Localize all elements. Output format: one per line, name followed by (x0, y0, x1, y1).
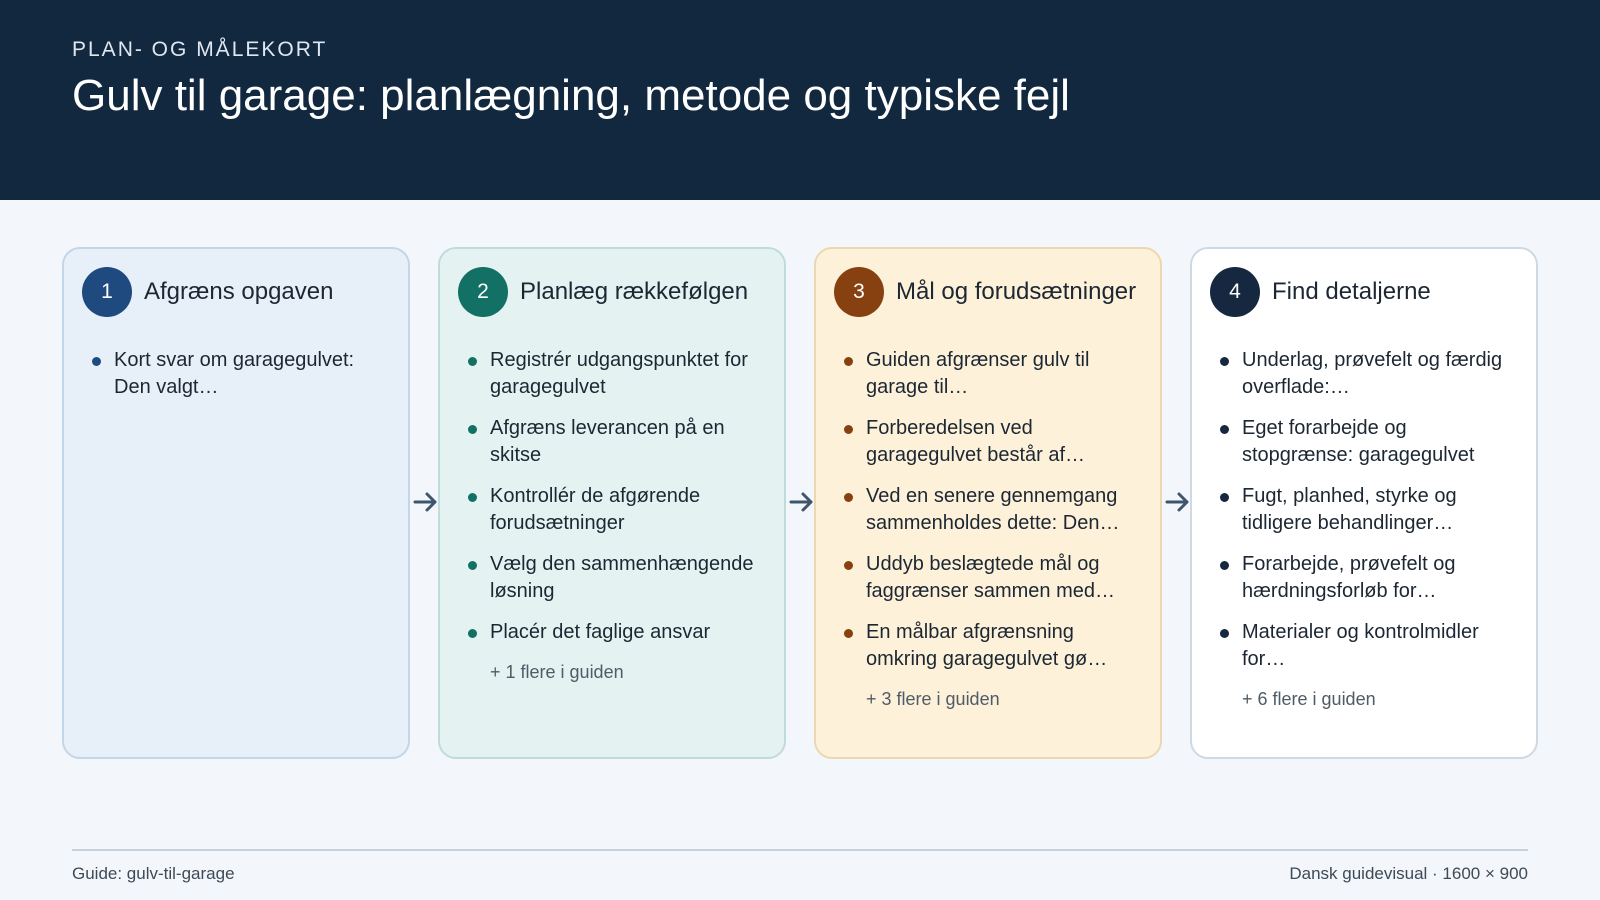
card-header (82, 267, 390, 317)
bullet-list (82, 347, 390, 401)
bullet-icon (1220, 493, 1229, 502)
list-item (82, 347, 390, 401)
list-item (1210, 551, 1518, 605)
bullet-icon (844, 425, 853, 434)
list-item (834, 483, 1142, 537)
bullet-icon (1220, 629, 1229, 638)
footer-guide-slug: Guide: gulv-til-garage (72, 864, 235, 883)
footer-divider (72, 849, 1528, 851)
footer-credit: Dansk guidevisual · 1600 × 900 (1289, 864, 1528, 883)
card-title: Mål og forudsætninger (896, 278, 1137, 305)
header-banner (0, 0, 1600, 200)
bullet-icon (92, 357, 101, 366)
card-title: Find detaljerne (1272, 278, 1431, 305)
page-title: Gulv til garage: planlægning, metode og typiske fejl (72, 71, 1070, 120)
list-item (834, 619, 1142, 673)
bullet-icon (844, 493, 853, 502)
more-in-guide-note: + 6 flere i guiden (1242, 689, 1376, 709)
list-item-text: Kontrollér de afgørende forudsætninger (490, 485, 701, 534)
list-item-text: En målbar afgrænsning omkring garagegulvet gø… (866, 621, 1108, 670)
list-item-text: Placér det faglige ansvar (490, 621, 711, 643)
bullet-icon (468, 493, 477, 502)
bullet-list (458, 347, 766, 646)
bullet-icon (468, 425, 477, 434)
arrow-right-icon (412, 490, 440, 514)
bullet-icon (844, 629, 853, 638)
card-title: Afgræns opgaven (144, 278, 334, 305)
step-card-3 (814, 247, 1162, 759)
list-item-text: Uddyb beslægtede mål og faggrænser sammen med… (866, 553, 1115, 602)
list-item-text: Vælg den sammenhængende løsning (490, 553, 754, 602)
list-item-text: Registrér udgangspunktet for garagegulvet (490, 349, 748, 398)
list-item (1210, 619, 1518, 673)
more-in-guide-note: + 3 flere i guiden (866, 689, 1000, 709)
list-item (458, 483, 766, 537)
list-item (834, 415, 1142, 469)
step-card-4 (1190, 247, 1538, 759)
step-number-badge: 3 (834, 267, 884, 317)
bullet-icon (468, 629, 477, 638)
card-header (834, 267, 1142, 317)
card-header (458, 267, 766, 317)
list-item (1210, 415, 1518, 469)
list-item-text: Materialer og kontrolmidler for… (1242, 621, 1479, 670)
bullet-icon (1220, 561, 1229, 570)
list-item (834, 347, 1142, 401)
list-item (1210, 483, 1518, 537)
bullet-icon (468, 561, 477, 570)
bullet-icon (1220, 425, 1229, 434)
list-item (458, 619, 766, 646)
list-item-text: Guiden afgrænser gulv til garage til… (866, 349, 1090, 398)
arrow-right-icon (1164, 490, 1192, 514)
list-item-text: Forberedelsen ved garagegulvet består af… (866, 417, 1086, 466)
card-header (1210, 267, 1518, 317)
list-item (458, 551, 766, 605)
step-number-badge: 2 (458, 267, 508, 317)
card-title: Planlæg rækkefølgen (520, 278, 749, 305)
list-item-text: Underlag, prøvefelt og færdig overflade:… (1242, 349, 1503, 398)
list-item-text: Ved en senere gennemgang sammenholdes dette: Den… (866, 485, 1120, 534)
step-number-badge: 4 (1210, 267, 1260, 317)
list-item (834, 551, 1142, 605)
bullet-list (834, 347, 1142, 673)
list-item-text: Afgræns leverancen på en skitse (490, 417, 725, 466)
bullet-icon (1220, 357, 1229, 366)
arrow-right-icon (788, 490, 816, 514)
bullet-icon (844, 561, 853, 570)
step-cards (62, 247, 1538, 759)
list-item-text: Eget forarbejde og stopgrænse: garagegulvet (1242, 417, 1475, 466)
list-item-text: Forarbejde, prøvefelt og hærdningsforløb for… (1242, 553, 1456, 602)
bullet-icon (468, 357, 477, 366)
eyebrow-label: PLAN- OG MÅLEKORT (72, 38, 328, 61)
bullet-list (1210, 347, 1518, 673)
list-item (458, 415, 766, 469)
bullet-icon (844, 357, 853, 366)
step-number-badge: 1 (82, 267, 132, 317)
list-item (458, 347, 766, 401)
step-card-2 (438, 247, 786, 759)
step-card-1 (62, 247, 410, 759)
list-item-text: Kort svar om garagegulvet: Den valgt… (114, 349, 355, 398)
list-item (1210, 347, 1518, 401)
more-in-guide-note: + 1 flere i guiden (490, 662, 624, 682)
list-item-text: Fugt, planhed, styrke og tidligere behandlinger… (1242, 485, 1457, 534)
